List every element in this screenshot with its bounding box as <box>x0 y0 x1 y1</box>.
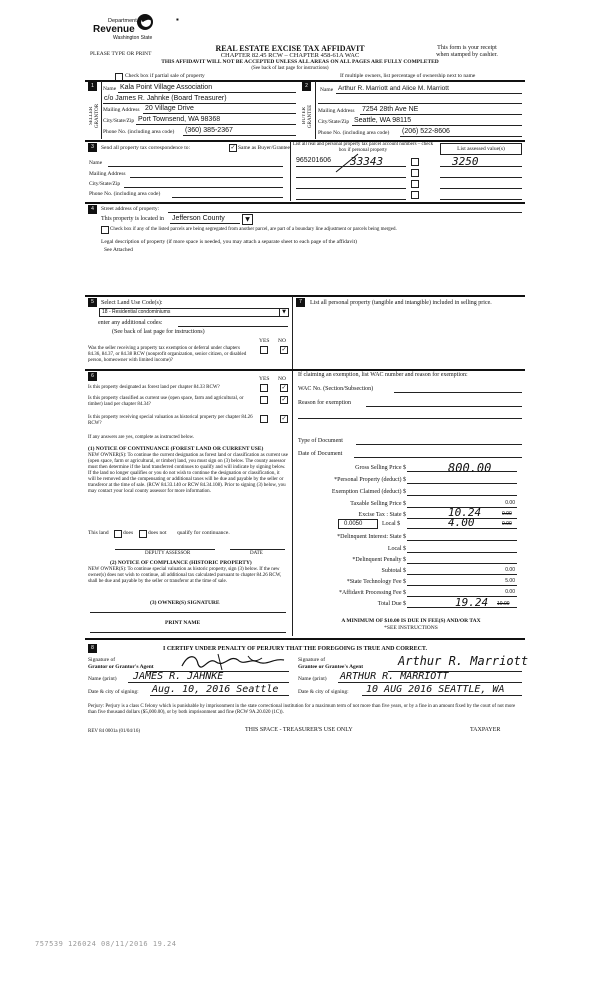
form-revision: REV 84 0001a (01/04/16) <box>88 729 140 734</box>
grantee-name-label: Name (print) <box>298 676 327 682</box>
notice-compliance-title: (2) NOTICE OF COMPLIANCE (HISTORIC PROPERTY) <box>110 560 252 566</box>
excise-state-label: Excise Tax : State $ <box>358 512 406 518</box>
taxable-price-value[interactable]: 0.00 <box>505 500 515 506</box>
see-instructions-note: *SEE INSTRUCTIONS <box>384 625 438 631</box>
department-line1: Department of <box>108 18 143 24</box>
land-does-not-checkbox[interactable] <box>139 530 147 538</box>
section-2-number: 2 <box>302 82 311 91</box>
type-or-print: PLEASE TYPE OR PRINT <box>90 51 152 57</box>
recording-stamp: 757539 126024 08/11/2016 19.24 <box>35 940 177 948</box>
total-due-handwritten[interactable]: 19.24 <box>455 596 489 609</box>
historic-yes-checkbox[interactable] <box>260 415 268 423</box>
notice-continuance-title: (1) NOTICE OF CONTINUANCE (FOREST LAND OR CURRENT USE) <box>88 446 264 452</box>
buyer-name-label: Name <box>320 87 334 93</box>
grantee-sig-label-a: Signature of <box>298 657 326 663</box>
additional-codes-label: enter any additional codes: <box>98 320 163 326</box>
forest-land-question: Is this property designated as forest land per chapter 84.33 RCW? <box>88 385 220 390</box>
parcel-slash-mark <box>332 152 362 174</box>
grantor-sig-label-b: Grantor or Grantor's Agent <box>88 664 154 670</box>
grantee-signature[interactable]: Arthur R. Marriott <box>398 654 529 668</box>
section-4-number: 4 <box>88 205 97 214</box>
exemption-question: Was the seller receiving a property tax exemption or deferral under chapters 84.36, 84.37, or 84.38 RCW (nonprofit organization, senior citizen, or disabled person, homeowner with limited income)? <box>88 346 247 363</box>
department-state: Washington State <box>113 35 153 41</box>
grantor-sig-label-a: Signature of <box>88 657 116 663</box>
total-due-label: Total Due $ <box>377 601 406 607</box>
department-revenue: Revenue <box>93 24 135 35</box>
section-5-number: 5 <box>88 298 97 307</box>
doc-type-label: Type of Document <box>298 438 343 444</box>
multiple-owners-label: If multiple owners, list percentage of ownership next to name <box>340 73 476 79</box>
current-use-question: Is this property classified as current use (open space, farm and agricultural, or timber) land per chapter 84.34? <box>88 396 244 407</box>
section5-no-header: NO <box>278 338 286 344</box>
section5-yes-header: YES <box>259 338 270 344</box>
corr-city-label: City/State/Zip <box>89 181 121 187</box>
gross-price-label: Gross Selling Price $ <box>355 465 406 471</box>
land-use-value: 18 - Residential condominiums <box>102 309 171 315</box>
current-use-no-checkbox[interactable]: ✓ <box>281 396 287 403</box>
forest-no-checkbox[interactable]: ✓ <box>281 384 287 391</box>
tax-rate-value: 0.0050 <box>344 521 363 527</box>
form-warning: THIS AFFIDAVIT WILL NOT BE ACCEPTED UNLESS ALL AREAS ON ALL PAGES ARE FULLY COMPLETED <box>161 59 439 65</box>
minimum-fee-note: A MINIMUM OF $10.00 IS DUE IN FEE(S) AND/OR TAX <box>341 618 481 624</box>
deputy-date-label: DATE <box>250 551 263 556</box>
section6-yes-header: YES <box>259 376 270 382</box>
doc-date-label: Date of Document <box>298 451 343 457</box>
grantor-date-handwritten[interactable]: Aug. 10, 2016 Seattle <box>152 684 279 695</box>
grantee-sig-label-c: Grantee or Grantee's Agent <box>298 664 364 670</box>
section6-no-header: NO <box>278 376 286 382</box>
form-subtitle: CHAPTER 82.45 RCW – CHAPTER 458-61A WAC <box>220 52 360 59</box>
forest-yes-checkbox[interactable] <box>260 384 268 392</box>
delinquent-local-label: Local $ <box>387 546 406 552</box>
buyer-city-label: City/State/Zip <box>318 119 350 125</box>
land-use-select[interactable] <box>99 308 289 317</box>
segregated-label: Check box if any of the listed parcels are being segregated from another parcel, are part of a boundary line adjustment or parcels being merged. <box>110 227 397 232</box>
tech-fee-label: *State Technology Fee $ <box>346 579 406 585</box>
buyer-name-field[interactable]: Arthur R. Marriott and Alice M. Marriott <box>338 85 449 92</box>
land-does-label: does <box>123 530 134 536</box>
parcel-3-personal-checkbox[interactable] <box>411 180 419 188</box>
affidavit-fee-value[interactable]: 0.00 <box>505 589 515 595</box>
seller-city-label: City/State/Zip <box>103 118 135 124</box>
seller-phone-label: Phone No. (including area code) <box>103 129 175 135</box>
section-6-number: 6 <box>88 372 97 381</box>
tax-rate-field[interactable] <box>338 519 378 529</box>
if-yes-instruction: If any answers are yes, complete as instructed below. <box>88 435 195 440</box>
wac-label: WAC No. (Section/Subsection) <box>298 386 374 392</box>
street-address-label: Street address of property: <box>101 206 160 212</box>
print-name-label: PRINT NAME <box>165 620 201 626</box>
land-does-checkbox[interactable] <box>114 530 122 538</box>
same-as-buyer-checkbox[interactable]: ✓ <box>230 144 236 151</box>
section-7-number: 7 <box>296 298 305 307</box>
this-land-label: This land <box>88 530 109 536</box>
delinquent-interest-label: *Delinquent Interest: State $ <box>337 534 406 540</box>
buyer-city-field[interactable]: Seattle, WA 98115 <box>354 117 412 124</box>
personal-property-label: List all personal property (tangible and intangible) included in selling price. <box>310 300 492 306</box>
delinquent-penalty-label: *Delinquent Penalty $ <box>352 557 406 563</box>
exemption-yes-checkbox[interactable] <box>260 346 268 354</box>
assessed-header: List assessed value(s) <box>457 146 505 152</box>
receipt-note-1: This form is your receipt <box>437 45 497 51</box>
tech-fee-value[interactable]: 5.00 <box>505 578 515 584</box>
section-1-number: 1 <box>88 82 97 91</box>
form-title: REAL ESTATE EXCISE TAX AFFIDAVIT <box>215 44 365 53</box>
grantee-name-handwritten[interactable]: ARTHUR R. MARRIOTT <box>340 671 449 682</box>
assessed-value-handwritten: 3250 <box>452 155 479 168</box>
corr-phone-label: Phone No. (including area code) <box>89 191 161 197</box>
corr-name-label: Name <box>89 160 103 166</box>
grantor-name-label: Name (print) <box>88 676 117 682</box>
grantee-date-label: Date & city of signing: <box>298 689 349 695</box>
taxpayer-copy-label: TAXPAYER <box>470 727 501 733</box>
seller-mailing-field[interactable]: 20 Village Drive <box>145 105 194 112</box>
segregated-checkbox[interactable] <box>101 226 109 234</box>
excise-local-label: Local $ <box>382 521 401 527</box>
county-label: This property is located in <box>101 216 164 222</box>
exemption-deduct-label: Exemption Claimed (deduct) $ <box>331 489 406 495</box>
seller-name-field[interactable]: Kala Point Village Association <box>120 84 213 91</box>
corr-mailing-label: Mailing Address <box>89 171 126 177</box>
partial-sale-label: Check box if partial sale of property <box>125 73 205 79</box>
section-8-number: 8 <box>88 644 97 653</box>
historic-no-checkbox[interactable]: ✓ <box>281 415 287 422</box>
subtotal-value[interactable]: 0.00 <box>505 567 515 573</box>
county-select[interactable]: Jefferson County <box>172 215 225 222</box>
seller-mailing-label: Mailing Address <box>103 107 140 113</box>
total-due-struck: 10.00 <box>497 601 510 607</box>
county-dropdown-button[interactable] <box>242 214 253 225</box>
historic-question: Is this property receiving special valuation as historical property per chapter 84.26 RCW? <box>88 415 253 426</box>
section-3-number: 3 <box>88 143 97 152</box>
deputy-assessor-label: DEPUTY ASSESSOR <box>145 551 191 556</box>
receipt-note-2: when stamped by cashier. <box>436 52 498 58</box>
legal-description-field[interactable]: See Attached <box>104 247 133 253</box>
grantor-name-handwritten[interactable]: JAMES R. JAHNKE <box>133 671 224 682</box>
notice-continuance-body: NEW OWNER(S): To continue the current designation as forest land or classification as current use (open space, farm or agricultural, or timber) land, you must sign on (3) below. The county assessor must then determine if the land transferred continues to qualify and will indicate by signing below. If the land no longer qualifies or you do not wish to continue the designation or classification, it will be removed and the compensating or additional taxes will be due and payable by the seller or transferor at the time of sale. (RCW 84.33.140 or RCW 84.34.108). Prior to signing (3) below, you may contact your local county assessor for more information. <box>88 453 288 494</box>
exemption-no-checkbox[interactable]: ✓ <box>281 346 287 353</box>
certify-statement: I CERTIFY UNDER PENALTY OF PERJURY THAT THE FOREGOING IS TRUE AND CORRECT. <box>162 646 427 652</box>
buyer-mailing-field[interactable]: 7254 28th Ave NE <box>362 106 419 113</box>
seller-grantor-label: SELLER GRANTOR <box>89 103 100 129</box>
send-correspondence-label: Send all property tax correspondence to: <box>101 145 191 151</box>
current-use-yes-checkbox[interactable] <box>260 396 268 404</box>
reason-label: Reason for exemption <box>298 400 351 406</box>
parcel-4-personal-checkbox[interactable] <box>411 191 419 199</box>
grantor-date-label: Date & city of signing: <box>88 689 139 695</box>
header-dot: ▪ <box>176 15 179 24</box>
grantee-date-handwritten[interactable]: 10 AUG 2016 SEATTLE, WA <box>366 684 505 695</box>
buyer-phone-field[interactable]: (206) 522-8606 <box>402 128 450 135</box>
taxable-price-label: Taxable Selling Price $ <box>350 501 406 507</box>
personal-property-deduct-label: *Personal Property (deduct) $ <box>334 477 406 483</box>
chevron-down-icon: ▼ <box>245 216 250 223</box>
parcel-2-personal-checkbox[interactable] <box>411 169 419 177</box>
qualify-label: qualify for continuance. <box>177 530 230 536</box>
excise-state-struck: 0.00 <box>502 511 512 517</box>
assessed-header-box <box>440 143 522 155</box>
land-use-label: Select Land Use Code(s): <box>101 300 163 306</box>
exemption-claim-label: If claiming an exemption, list WAC number and reason for exemption: <box>298 372 468 378</box>
seller-city-field[interactable]: Port Townsend, WA 98368 <box>138 116 221 123</box>
seller-name-label: Name <box>103 86 117 92</box>
parcel-handwritten: 33343 <box>350 155 384 168</box>
treasurer-use-only: THIS SPACE - TREASURER'S USE ONLY <box>245 727 353 733</box>
land-does-not-label: does not <box>148 530 167 536</box>
excise-state-handwritten[interactable]: 10.24 <box>448 506 482 519</box>
subtotal-label: Subtotal $ <box>381 568 406 574</box>
section5-see-back: (See back of last page for instructions) <box>112 329 205 335</box>
gross-price-handwritten[interactable]: 800.00 <box>448 461 492 475</box>
notice-compliance-body: NEW OWNER(S): To continue special valuation as historic property, sign (3) below. If the new owner(s) does not wish to continue, all additional tax calculated pursuant to chapter 84.26 RCW, shall be due and payable by the seller or transferor at the time of sale. <box>88 567 282 584</box>
affidavit-fee-label: *Affidavit Processing Fee $ <box>338 590 406 596</box>
parcel-number-field[interactable]: 965201606 <box>296 157 332 164</box>
excise-local-handwritten[interactable]: 4.00 <box>448 516 475 529</box>
buyer-mailing-label: Mailing Address <box>318 108 355 114</box>
seller-phone-field[interactable]: (360) 385-2367 <box>185 127 233 134</box>
owner-signature-label: (3) OWNER(S) SIGNATURE <box>150 600 220 606</box>
buyer-grantee-label: BUYER GRANTEE <box>302 104 313 128</box>
perjury-text: Perjury: Perjury is a class C felony which is punishable by imprisonment in the state correctional institution for a maximum term of not more than five years, or by a fine in an amount fixed by the court of not more than five thousand dollars ($5,000.00), or by both imprisonment and fine (RCW 9A.20.020 (1C)). <box>88 704 516 715</box>
perjury-notice <box>88 704 524 716</box>
excise-local-struck: 0.00 <box>502 521 512 527</box>
parcel-1-personal-checkbox[interactable] <box>411 158 419 166</box>
land-use-chevron-icon: ▼ <box>279 308 288 316</box>
parcel-header: List all real and personal property tax parcel account numbers – check box if personal property <box>292 142 434 153</box>
buyer-phone-label: Phone No. (including area code) <box>318 130 390 136</box>
seller-name-line2[interactable]: c/o James R. Jahnke (Board Treasurer) <box>104 95 227 102</box>
see-back-note: (See back of last page for instructions) <box>251 66 329 71</box>
same-as-buyer-label: Same as Buyer/Grantee <box>238 145 290 151</box>
legal-description-label: Legal description of property (if more space is needed, you may attach a separate sheet to each page of the affidavit) <box>101 239 357 245</box>
